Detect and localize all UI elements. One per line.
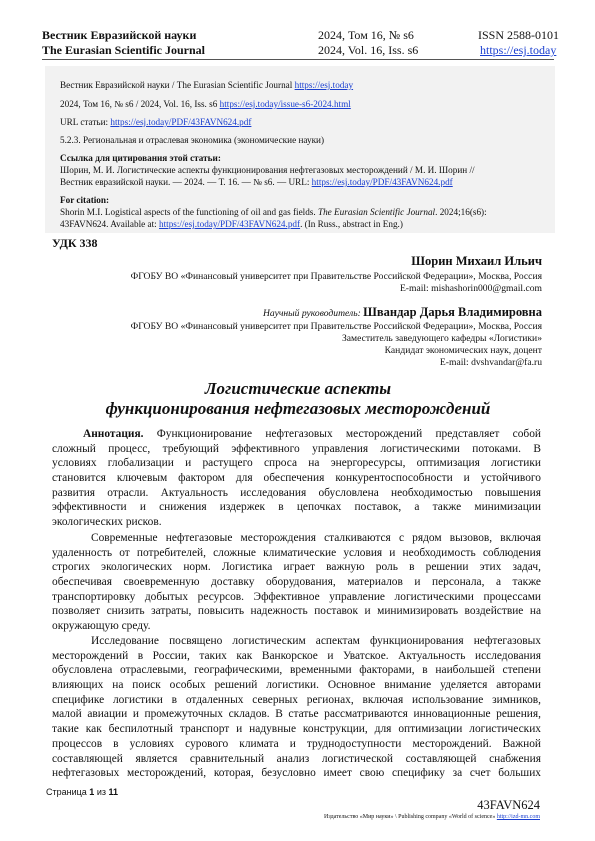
paragraph-line: позволяет снизить затраты, повысить надежность поставок и минимизировать воздействие на bbox=[52, 605, 541, 618]
paragraph-line: процессов в условиях сурового климата и труднодоступности месторождений. Важной bbox=[52, 737, 541, 750]
page-total: 11 bbox=[108, 787, 118, 797]
issn: ISSN 2588-0101 bbox=[478, 28, 560, 42]
box-url-line bbox=[60, 116, 251, 128]
paragraph-line: нефтегазовых месторождений, которая, безусловно имеет свою специфику за счет больших bbox=[52, 767, 541, 780]
author-affiliation: ФГОБУ ВО «Финансовый университет при Правительстве Российской Федерации», Москва, Россия bbox=[130, 271, 542, 282]
paragraph-line: окружающую среду. bbox=[52, 620, 151, 633]
abstract bbox=[52, 427, 541, 530]
box-journal-text: Вестник Евразийской науки / The Eurasian Scientific Journal bbox=[60, 80, 295, 90]
supervisor-affiliation: ФГОБУ ВО «Финансовый университет при Правительстве Российской Федерации», Москва, Россия bbox=[130, 321, 542, 332]
box-cite-journal: The Eurasian Scientific Journal bbox=[317, 207, 436, 217]
supervisor-line bbox=[263, 306, 542, 320]
journal-name-en: The Eurasian Scientific Journal bbox=[42, 43, 206, 57]
paragraph-line: Исследование посвящено логистическим аспектам функционирования нефтегазовых bbox=[91, 635, 541, 647]
abstract-line: развития отрасли. Актуальность исследования обусловлена необходимостью повышения bbox=[52, 486, 541, 499]
publisher-line bbox=[324, 814, 540, 820]
paragraph-line: специфике логистики в отдаленных северных регионах, включая использование зимников, bbox=[52, 693, 541, 706]
supervisor-email: E-mail: dvshvandar@fa.ru bbox=[439, 357, 542, 368]
box-journal-link[interactable]: https://esj.today bbox=[294, 80, 354, 90]
abstract-line: экологических рисков. bbox=[52, 516, 162, 529]
abstract-line: сложный процесс, требующий эффективного управления логистическими потоками. В bbox=[52, 442, 541, 455]
journal-site-link[interactable]: https://esj.today bbox=[480, 43, 557, 57]
box-ref-heading: Ссылка для цитирования этой статьи: bbox=[60, 153, 221, 163]
box-cite2-tail: . (In Russ., abstract in Eng.) bbox=[300, 219, 403, 229]
issue-info-ru: 2024, Том 16, № s6 bbox=[318, 28, 414, 42]
paragraph-line: влияющих на поиск особых решений логистики. Основное внимание уделяется авторами bbox=[52, 679, 541, 692]
box-cite2-text: 43FAVN624. Available at: bbox=[60, 219, 160, 229]
box-journal-line bbox=[60, 79, 353, 91]
box-ref-line2 bbox=[60, 176, 453, 188]
paragraph-line: малой авиации и промежуточных складов. В статье рассматриваются инновационные решения, bbox=[52, 708, 541, 721]
paragraph-line: составляющей является сравнительный анализ логистической составляющей снабжения bbox=[52, 752, 541, 765]
box-ref-line1: Шорин, М. И. Логистические аспекты функционирования нефтегазовых месторождений / М. И. Шорин // bbox=[60, 165, 475, 175]
box-url-label: URL статьи: bbox=[60, 117, 111, 127]
abstract-line: условиях глобализации и растущего спроса на энергоресурсы, оптимизация логистики bbox=[52, 457, 541, 470]
abstract-line bbox=[83, 427, 541, 442]
supervisor-name: Швандар Дарья Владимировна bbox=[363, 305, 542, 319]
box-cite-line1 bbox=[60, 206, 487, 218]
publisher-text: Издательство «Мир науки» \ Publishing company «World of science» bbox=[324, 814, 497, 820]
paragraph-line: такие как беспилотный транспорт и надувные конструкции, для оптимизации логистических bbox=[52, 723, 541, 736]
box-ref-text: Вестник евразийской науки. — 2024. — Т. 16. — № s6. — URL: bbox=[60, 177, 312, 187]
author-email: E-mail: mishashorin000@gmail.com bbox=[399, 283, 542, 294]
paragraph-line: удаленность от потребителей, сложные климатические условия и необходимость соблюдения bbox=[52, 546, 541, 559]
box-ref-link[interactable]: https://esj.today/PDF/43FAVN624.pdf bbox=[311, 177, 453, 187]
udk: УДК 338 bbox=[52, 236, 98, 250]
journal-name-ru: Вестник Евразийской науки bbox=[42, 28, 197, 42]
page-current: 1 bbox=[89, 787, 95, 797]
box-cite-tail: . 2024;16(s6): bbox=[435, 207, 487, 217]
box-cite-line2 bbox=[60, 218, 403, 230]
article-title-line2: функционирования нефтегазовых месторождений bbox=[105, 399, 491, 418]
box-url-link[interactable]: https://esj.today/PDF/43FAVN624.pdf bbox=[110, 117, 252, 127]
supervisor-role: Научный руководитель: bbox=[262, 308, 364, 319]
paragraph-line: строгих экологических норм. Логистика играет важную роль в решении этих задач, bbox=[52, 561, 541, 574]
box-for-citation-heading: For citation: bbox=[60, 195, 110, 205]
box-cite-text: Shorin M.I. Logistical aspects of the functioning of oil and gas fields. bbox=[60, 207, 318, 217]
supervisor-position: Заместитель заведующего кафедры «Логистики» bbox=[341, 333, 542, 344]
publisher-link[interactable]: http://izd-mn.com bbox=[496, 814, 540, 820]
paragraph-line: обусловлена отраслевыми, географическими, временными факторами, в наибольшей степени bbox=[52, 664, 541, 677]
paragraph-2 bbox=[52, 634, 541, 781]
abstract-line-rest: Функционирование нефтегазовых месторождений представляет собой bbox=[143, 428, 541, 440]
paragraph-line: обеспечивая своевременную доставку оборудования, материалов и персонала, а также bbox=[52, 576, 541, 589]
box-issue-link[interactable]: https://esj.today/issue-s6-2024.html bbox=[219, 99, 351, 109]
abstract-line: эффективности и снижения издержек в цепочках поставок, а также минимизации bbox=[52, 501, 541, 514]
author-name: Шорин Михаил Ильич bbox=[411, 254, 542, 268]
header-divider bbox=[42, 59, 554, 60]
box-issue-line bbox=[60, 98, 351, 110]
paragraph-line: месторождений в России, таких как Ванкорское и Уватское. Актуальность исследования bbox=[52, 649, 541, 662]
paragraph-line: Современные нефтегазовые месторождения сталкиваются с рядом вызовов, включая bbox=[91, 532, 541, 544]
article-code: 43FAVN624 bbox=[477, 798, 540, 812]
supervisor-degree: Кандидат экономических наук, доцент bbox=[384, 345, 542, 356]
page-mid: из bbox=[94, 787, 109, 797]
article-title-line1: Логистические аспекты bbox=[204, 379, 392, 398]
paragraph-line: транспортировку добытых ресурсов. Эффективное управление логистическими процессами bbox=[52, 590, 541, 603]
paragraph-1 bbox=[52, 531, 541, 634]
abstract-line: становится ключевым фактором для обеспечения конкурентоспособности и устойчивого bbox=[52, 472, 541, 485]
box-issue-text: 2024, Том 16, № s6 / 2024, Vol. 16, Iss. s6 bbox=[60, 99, 220, 109]
abstract-label: Аннотация. bbox=[83, 428, 144, 440]
page-prefix: Страница bbox=[46, 787, 90, 797]
page-counter bbox=[46, 787, 118, 797]
issue-info-en: 2024, Vol. 16, Iss. s6 bbox=[318, 43, 419, 57]
box-cite-link[interactable]: https://esj.today/PDF/43FAVN624.pdf bbox=[159, 219, 301, 229]
box-specialty: 5.2.3. Региональная и отраслевая экономика (экономические науки) bbox=[60, 135, 325, 145]
